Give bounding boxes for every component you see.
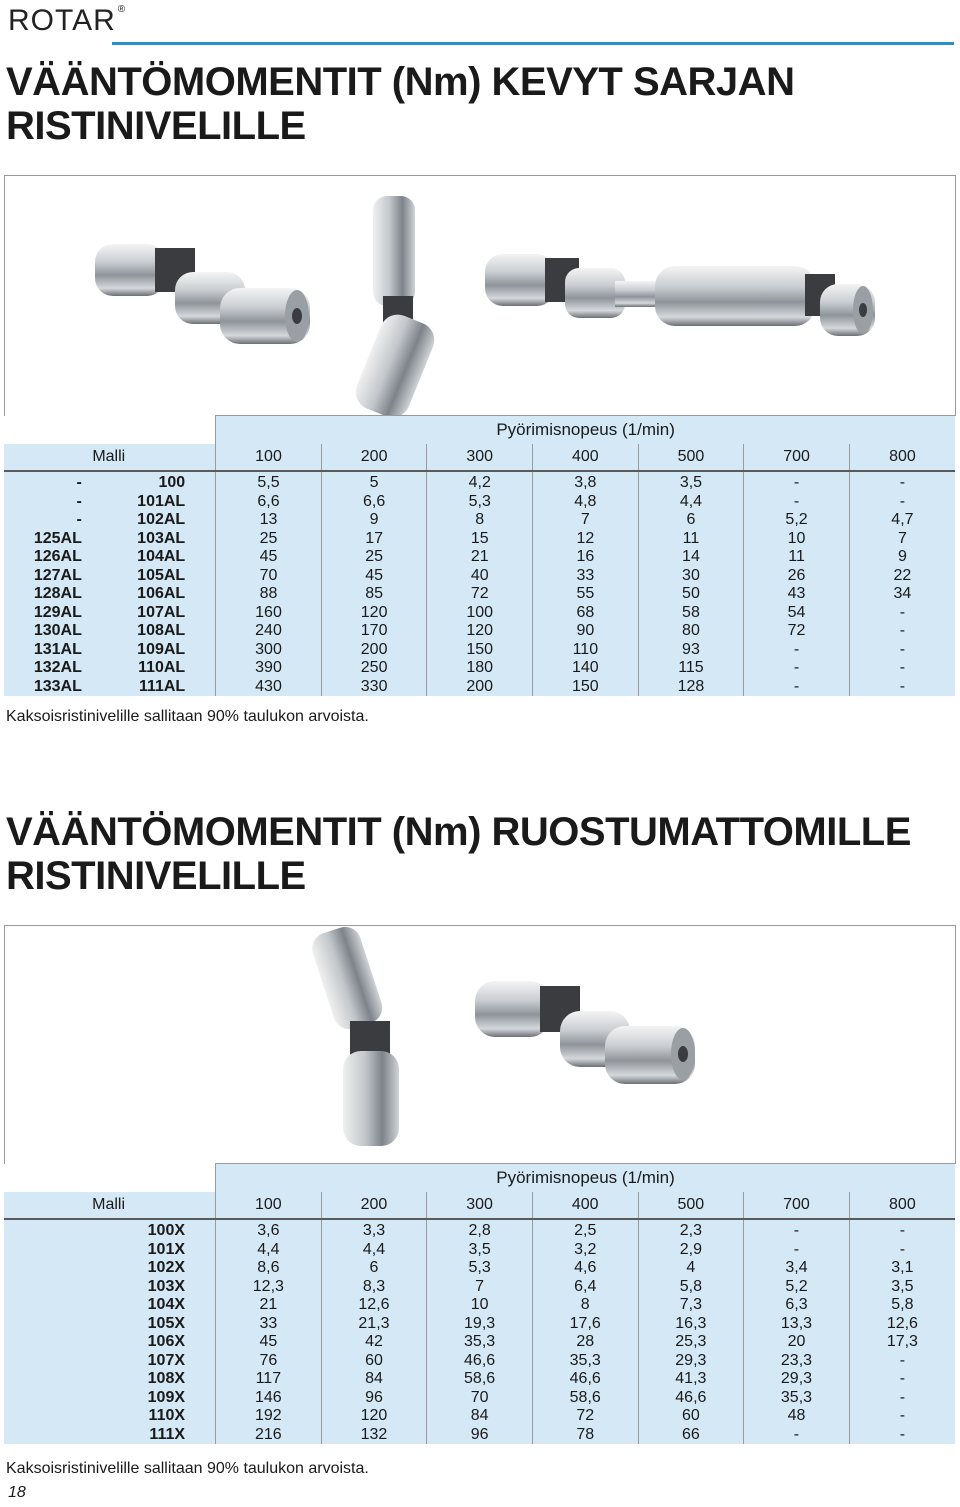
speed-col-header: 300 xyxy=(427,1192,533,1219)
torque-value-cell: 330 xyxy=(321,678,427,697)
torque-value-cell: 117 xyxy=(216,1370,322,1389)
torque-value-cell: 34 xyxy=(849,585,955,604)
stainless-joint-straight xyxy=(475,981,695,1084)
single-joint-straight xyxy=(95,244,310,344)
table-row xyxy=(4,1370,955,1389)
torque-value-cell: 2,9 xyxy=(638,1241,744,1260)
torque-value-cell: 6,4 xyxy=(532,1278,638,1297)
torque-value-cell: - xyxy=(849,641,955,660)
rotar-logo xyxy=(8,4,126,38)
section1-title-line1: VÄÄNTÖMOMENTIT (Nm) KEVYT SARJAN xyxy=(6,60,795,104)
torque-value-cell: 7 xyxy=(533,511,639,530)
torque-value-cell: 19,3 xyxy=(427,1315,533,1334)
model-cell: 131AL xyxy=(33,640,82,658)
torque-value-cell: 160 xyxy=(216,604,322,623)
model-cell: 104X xyxy=(147,1296,186,1313)
universal-joints-illustration xyxy=(5,176,955,416)
model-cell: 111AL xyxy=(138,677,186,695)
torque-value-cell: - xyxy=(849,1241,955,1260)
section2-title-line2: RISTINIVELILLE xyxy=(6,854,306,898)
torque-value-cell: - xyxy=(744,1426,850,1445)
torque-value-cell: 9 xyxy=(321,511,427,530)
table-row xyxy=(4,1278,955,1297)
torque-value-cell: 5,2 xyxy=(744,511,850,530)
model-cell: 110X xyxy=(148,1407,186,1424)
torque-value-cell: 70 xyxy=(216,567,322,586)
torque-value-cell: 21 xyxy=(216,1296,322,1315)
model-cell: 102X xyxy=(147,1259,186,1276)
speed-col-header: 100 xyxy=(216,1192,322,1219)
logo-text: ROTAR xyxy=(8,4,116,37)
torque-value-cell: 4,4 xyxy=(216,1241,322,1260)
torque-table-light-series xyxy=(4,415,955,696)
torque-value-cell: - xyxy=(849,471,955,493)
torque-value-cell: - xyxy=(849,659,955,678)
torque-value-cell: 100 xyxy=(427,604,533,623)
torque-value-cell: 46,6 xyxy=(638,1389,744,1408)
torque-value-cell: 3,8 xyxy=(533,471,639,493)
model-cell: 127AL xyxy=(33,566,82,584)
torque-value-cell: 50 xyxy=(638,585,744,604)
model-cell: 129AL xyxy=(33,603,82,621)
table-row xyxy=(4,1389,955,1408)
torque-value-cell: 3,1 xyxy=(849,1259,955,1278)
torque-value-cell: 12,6 xyxy=(321,1296,427,1315)
torque-value-cell: 3,5 xyxy=(638,471,744,493)
torque-value-cell: 2,8 xyxy=(427,1219,533,1241)
model-header: Malli xyxy=(4,1192,216,1219)
torque-value-cell: 58,6 xyxy=(427,1370,533,1389)
speed-header: Pyörimisnopeus (1/min) xyxy=(216,1164,955,1193)
torque-value-cell: 240 xyxy=(216,622,322,641)
speed-col-header: 300 xyxy=(427,444,533,471)
model-cell: 107AL xyxy=(137,603,186,621)
torque-value-cell: 3,5 xyxy=(427,1241,533,1260)
torque-value-cell: 5,8 xyxy=(638,1278,744,1297)
torque-value-cell: 46,6 xyxy=(427,1352,533,1371)
torque-value-cell: 96 xyxy=(427,1426,533,1445)
speed-col-header: 700 xyxy=(744,1192,850,1219)
model-cell: 109X xyxy=(147,1388,186,1406)
torque-value-cell: 3,3 xyxy=(321,1219,427,1241)
torque-value-cell: - xyxy=(744,641,850,660)
torque-value-cell: 8,3 xyxy=(321,1278,427,1297)
torque-value-cell: - xyxy=(744,1219,850,1241)
torque-value-cell: 146 xyxy=(216,1389,322,1408)
speed-col-header: 200 xyxy=(321,1192,427,1219)
torque-value-cell: 60 xyxy=(321,1352,427,1371)
table-row xyxy=(4,471,955,493)
torque-value-cell: 85 xyxy=(321,585,427,604)
torque-value-cell: 11 xyxy=(744,548,850,567)
torque-value-cell: 4,4 xyxy=(321,1241,427,1260)
table-row xyxy=(4,1241,955,1260)
model-cell: 102AL xyxy=(137,511,186,528)
torque-value-cell: 35,3 xyxy=(532,1352,638,1371)
single-joint-angled xyxy=(350,196,439,416)
model-cell: 130AL xyxy=(33,622,82,639)
model-cell: 103AL xyxy=(137,529,186,547)
torque-value-cell: 33 xyxy=(216,1315,322,1334)
torque-value-cell: 17,3 xyxy=(849,1333,955,1352)
torque-value-cell: 6 xyxy=(321,1259,427,1278)
torque-value-cell: 4 xyxy=(638,1259,744,1278)
model-cell: 126AL xyxy=(33,548,82,565)
speed-col-header: 100 xyxy=(216,444,322,471)
torque-value-cell: 76 xyxy=(216,1352,322,1371)
torque-value-cell: 110 xyxy=(533,641,639,660)
empty-header-cell xyxy=(4,416,216,445)
torque-value-cell: 72 xyxy=(427,585,533,604)
torque-value-cell: 55 xyxy=(533,585,639,604)
torque-value-cell: 3,6 xyxy=(216,1219,322,1241)
torque-value-cell: 66 xyxy=(638,1426,744,1445)
torque-value-cell: - xyxy=(849,1407,955,1426)
torque-value-cell: 5,2 xyxy=(744,1278,850,1297)
torque-value-cell: 16,3 xyxy=(638,1315,744,1334)
torque-value-cell: 5,8 xyxy=(849,1296,955,1315)
table-row xyxy=(4,1296,955,1315)
table-row xyxy=(4,1352,955,1371)
torque-value-cell: 90 xyxy=(533,622,639,641)
torque-value-cell: - xyxy=(849,1426,955,1445)
torque-value-cell: 8 xyxy=(427,511,533,530)
torque-value-cell: - xyxy=(849,493,955,512)
table-row xyxy=(4,511,955,530)
torque-value-cell: 40 xyxy=(427,567,533,586)
torque-value-cell: 120 xyxy=(321,1407,427,1426)
torque-value-cell: 41,3 xyxy=(638,1370,744,1389)
torque-value-cell: - xyxy=(744,678,850,697)
torque-value-cell: 9 xyxy=(849,548,955,567)
torque-value-cell: 54 xyxy=(744,604,850,623)
table-row xyxy=(4,493,955,512)
torque-value-cell: 2,5 xyxy=(532,1219,638,1241)
torque-value-cell: 17,6 xyxy=(532,1315,638,1334)
torque-value-cell: 250 xyxy=(321,659,427,678)
table-row xyxy=(4,585,955,604)
torque-value-cell: 7 xyxy=(427,1278,533,1297)
model-cell: - xyxy=(76,474,82,491)
speed-col-header: 800 xyxy=(849,1192,955,1219)
table-row xyxy=(4,622,955,641)
torque-value-cell: 150 xyxy=(533,678,639,697)
table-row xyxy=(4,1426,955,1445)
torque-value-cell: 13 xyxy=(216,511,322,530)
table-row xyxy=(4,548,955,567)
torque-value-cell: 46,6 xyxy=(532,1370,638,1389)
model-cell: 105AL xyxy=(137,566,186,584)
model-cell: 133AL xyxy=(33,677,82,695)
torque-value-cell: 4,8 xyxy=(533,493,639,512)
torque-value-cell: 48 xyxy=(744,1407,850,1426)
table-row xyxy=(4,1407,955,1426)
torque-value-cell: 72 xyxy=(532,1407,638,1426)
torque-value-cell: 4,7 xyxy=(849,511,955,530)
torque-value-cell: 68 xyxy=(533,604,639,623)
torque-value-cell: 84 xyxy=(321,1370,427,1389)
torque-value-cell: 430 xyxy=(216,678,322,697)
torque-value-cell: 7,3 xyxy=(638,1296,744,1315)
header-rule xyxy=(112,42,954,45)
table-row xyxy=(4,567,955,586)
torque-value-cell: 5,3 xyxy=(427,493,533,512)
model-cell: 100X xyxy=(147,1222,186,1239)
table-row xyxy=(4,641,955,660)
torque-value-cell: 35,3 xyxy=(744,1389,850,1408)
torque-table-stainless xyxy=(4,1163,955,1444)
torque-value-cell: 216 xyxy=(216,1426,322,1445)
torque-value-cell: 13,3 xyxy=(744,1315,850,1334)
telescopic-joint xyxy=(485,254,875,336)
torque-value-cell: 28 xyxy=(532,1333,638,1352)
product-image-light-series xyxy=(4,175,956,416)
table-row xyxy=(4,530,955,549)
torque-value-cell: 17 xyxy=(321,530,427,549)
stainless-joint-angled xyxy=(308,926,399,1146)
model-cell: 106AL xyxy=(137,585,186,602)
torque-value-cell: 4,4 xyxy=(638,493,744,512)
torque-value-cell: 120 xyxy=(427,622,533,641)
torque-value-cell: 4,2 xyxy=(427,471,533,493)
torque-value-cell: 6,3 xyxy=(744,1296,850,1315)
torque-value-cell: 45 xyxy=(216,548,322,567)
torque-value-cell: 120 xyxy=(321,604,427,623)
torque-value-cell: - xyxy=(744,659,850,678)
torque-value-cell: 6 xyxy=(638,511,744,530)
torque-value-cell: 70 xyxy=(427,1389,533,1408)
torque-value-cell: 115 xyxy=(638,659,744,678)
torque-value-cell: 5,3 xyxy=(427,1259,533,1278)
torque-value-cell: 80 xyxy=(638,622,744,641)
page-number: 18 xyxy=(8,1484,26,1501)
model-cell: 111X xyxy=(149,1425,186,1443)
section2-note: Kaksoisristinivelille sallitaan 90% taulukon arvoista. xyxy=(6,1460,369,1477)
torque-value-cell: - xyxy=(744,493,850,512)
torque-value-cell: - xyxy=(849,622,955,641)
torque-value-cell: 6,6 xyxy=(216,493,322,512)
speed-col-header: 200 xyxy=(321,444,427,471)
torque-value-cell: 8,6 xyxy=(216,1259,322,1278)
torque-value-cell: - xyxy=(849,1389,955,1408)
torque-value-cell: 58,6 xyxy=(532,1389,638,1408)
torque-value-cell: - xyxy=(849,1219,955,1241)
torque-value-cell: 200 xyxy=(321,641,427,660)
model-cell: 101X xyxy=(147,1240,186,1258)
torque-value-cell: 128 xyxy=(638,678,744,697)
torque-value-cell: 23,3 xyxy=(744,1352,850,1371)
table-row xyxy=(4,1219,955,1241)
torque-value-cell: 5 xyxy=(321,471,427,493)
model-cell: 104AL xyxy=(137,548,186,565)
torque-value-cell: 60 xyxy=(638,1407,744,1426)
torque-value-cell: 96 xyxy=(321,1389,427,1408)
speed-col-header: 400 xyxy=(532,1192,638,1219)
model-cell: 110AL xyxy=(138,659,186,676)
model-cell: 105X xyxy=(147,1314,186,1332)
model-cell: 101AL xyxy=(137,492,186,510)
torque-value-cell: 78 xyxy=(532,1426,638,1445)
speed-col-header: 700 xyxy=(744,444,850,471)
torque-value-cell: 25 xyxy=(321,548,427,567)
torque-value-cell: - xyxy=(744,1241,850,1260)
torque-value-cell: 16 xyxy=(533,548,639,567)
model-cell: 108AL xyxy=(137,622,186,639)
torque-value-cell: 132 xyxy=(321,1426,427,1445)
torque-value-cell: 20 xyxy=(744,1333,850,1352)
table-row xyxy=(4,1259,955,1278)
torque-value-cell: 58 xyxy=(638,604,744,623)
table-row xyxy=(4,678,955,697)
model-cell: 107X xyxy=(147,1351,186,1369)
torque-value-cell: 5,5 xyxy=(216,471,322,493)
torque-value-cell: 15 xyxy=(427,530,533,549)
section1-title-line2: RISTINIVELILLE xyxy=(6,104,306,148)
torque-value-cell: 45 xyxy=(321,567,427,586)
torque-value-cell: 2,3 xyxy=(638,1219,744,1241)
torque-value-cell: - xyxy=(744,471,850,493)
torque-value-cell: 25,3 xyxy=(638,1333,744,1352)
torque-value-cell: 300 xyxy=(216,641,322,660)
torque-value-cell: 8 xyxy=(532,1296,638,1315)
speed-col-header: 500 xyxy=(638,444,744,471)
torque-value-cell: 26 xyxy=(744,567,850,586)
stainless-joints-illustration xyxy=(5,926,955,1164)
torque-value-cell: 200 xyxy=(427,678,533,697)
torque-value-cell: 3,4 xyxy=(744,1259,850,1278)
table-row xyxy=(4,1315,955,1334)
torque-value-cell: 14 xyxy=(638,548,744,567)
torque-value-cell: 42 xyxy=(321,1333,427,1352)
torque-value-cell: 140 xyxy=(533,659,639,678)
torque-value-cell: 192 xyxy=(216,1407,322,1426)
speed-col-header: 800 xyxy=(849,444,955,471)
torque-value-cell: 22 xyxy=(849,567,955,586)
torque-value-cell: 3,2 xyxy=(532,1241,638,1260)
table-row xyxy=(4,659,955,678)
torque-value-cell: 4,6 xyxy=(532,1259,638,1278)
torque-value-cell: 21 xyxy=(427,548,533,567)
table-row xyxy=(4,1333,955,1352)
torque-value-cell: - xyxy=(849,678,955,697)
section1-note: Kaksoisristinivelille sallitaan 90% taulukon arvoista. xyxy=(6,708,369,725)
model-cell: 108X xyxy=(147,1370,186,1387)
model-cell: 109AL xyxy=(137,640,186,658)
model-cell: 103X xyxy=(147,1277,186,1295)
speed-col-header: 400 xyxy=(533,444,639,471)
torque-value-cell: 180 xyxy=(427,659,533,678)
torque-value-cell: 10 xyxy=(744,530,850,549)
torque-value-cell: 170 xyxy=(321,622,427,641)
torque-value-cell: 7 xyxy=(849,530,955,549)
torque-value-cell: - xyxy=(849,1352,955,1371)
speed-col-header: 500 xyxy=(638,1192,744,1219)
model-cell: - xyxy=(76,511,82,528)
torque-value-cell: 29,3 xyxy=(638,1352,744,1371)
section2-title xyxy=(6,810,946,898)
speed-header: Pyörimisnopeus (1/min) xyxy=(216,416,955,445)
torque-value-cell: 30 xyxy=(638,567,744,586)
model-cell: 132AL xyxy=(33,659,82,676)
model-cell: 125AL xyxy=(33,529,82,547)
torque-value-cell: 10 xyxy=(427,1296,533,1315)
model-cell: 106X xyxy=(147,1333,186,1350)
section1-title xyxy=(6,60,946,148)
torque-value-cell: 29,3 xyxy=(744,1370,850,1389)
registered-mark: ® xyxy=(117,4,127,15)
torque-value-cell: 35,3 xyxy=(427,1333,533,1352)
model-header: Malli xyxy=(4,444,216,471)
product-image-stainless xyxy=(4,925,956,1164)
table-row xyxy=(4,604,955,623)
torque-value-cell: 11 xyxy=(638,530,744,549)
torque-value-cell: 88 xyxy=(216,585,322,604)
torque-value-cell: 45 xyxy=(216,1333,322,1352)
torque-value-cell: 390 xyxy=(216,659,322,678)
torque-value-cell: 93 xyxy=(638,641,744,660)
torque-value-cell: 12 xyxy=(533,530,639,549)
torque-value-cell: 3,5 xyxy=(849,1278,955,1297)
torque-value-cell: 84 xyxy=(427,1407,533,1426)
torque-value-cell: 33 xyxy=(533,567,639,586)
torque-value-cell: - xyxy=(849,1370,955,1389)
torque-value-cell: 12,3 xyxy=(216,1278,322,1297)
model-cell: 100 xyxy=(158,474,186,491)
empty-header-cell xyxy=(4,1164,216,1193)
torque-value-cell: - xyxy=(849,604,955,623)
torque-value-cell: 21,3 xyxy=(321,1315,427,1334)
torque-value-cell: 12,6 xyxy=(849,1315,955,1334)
torque-value-cell: 72 xyxy=(744,622,850,641)
torque-value-cell: 43 xyxy=(744,585,850,604)
model-cell: - xyxy=(76,492,82,510)
torque-value-cell: 25 xyxy=(216,530,322,549)
model-cell: 128AL xyxy=(33,585,82,602)
section2-title-line1: VÄÄNTÖMOMENTIT (Nm) RUOSTUMATTOMILLE xyxy=(6,810,911,854)
torque-value-cell: 6,6 xyxy=(321,493,427,512)
torque-value-cell: 150 xyxy=(427,641,533,660)
